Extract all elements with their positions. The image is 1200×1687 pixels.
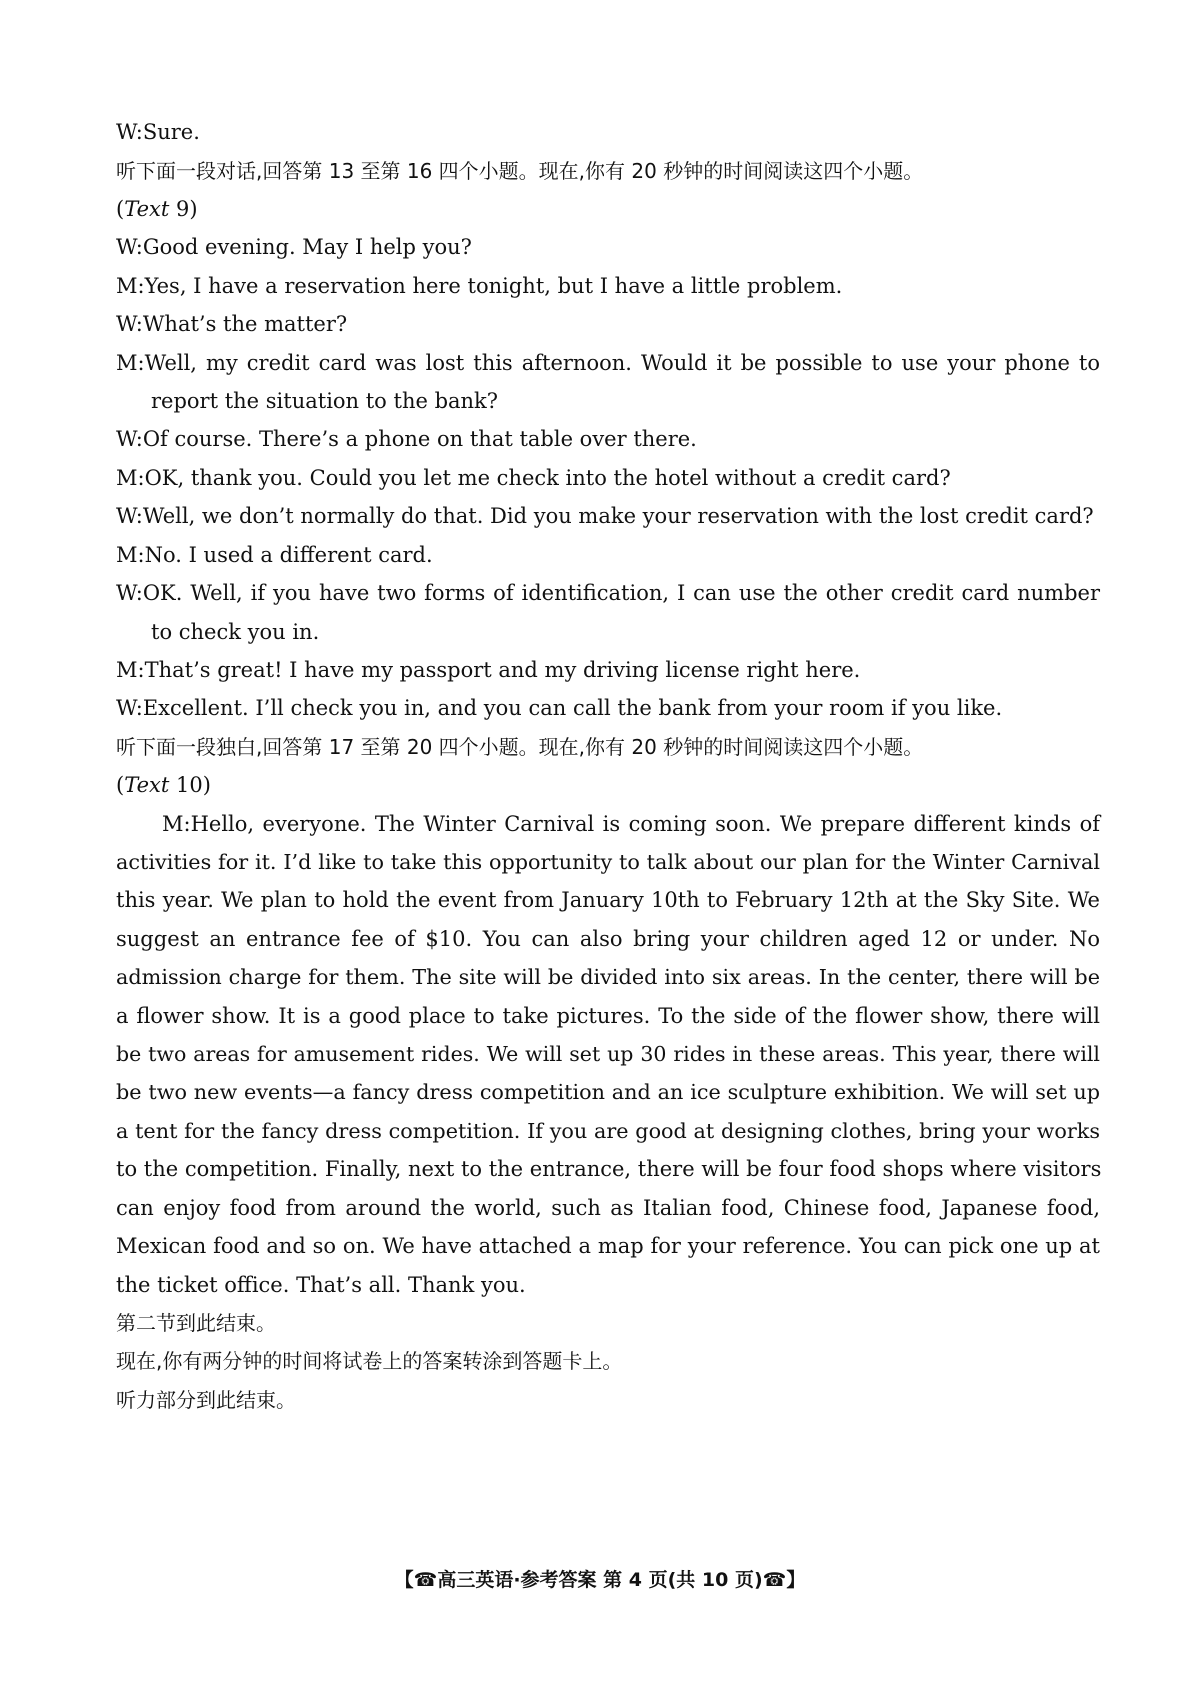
text-heading-open: ( [116,773,125,797]
dialogue-line: W:Sure. [116,120,200,144]
dialogue-line-continued: to check you in. [151,620,320,644]
text-heading-italic: Text [124,773,170,797]
section-end-line: 听力部分到此结束。 [116,1388,296,1412]
instruction-line: 听下面一段对话,回答第 13 至第 16 四个小题。现在,你有 20 秒钟的时间阅读这四个小题。 [116,159,924,183]
dialogue-line: M:Yes, I have a reservation here tonight, but I have a little problem. [116,274,843,298]
monologue-line: be two new events—a fancy dress competition and an ice sculpture exhibition. We will set up [116,1080,1100,1104]
dialogue-line: M:OK, thank you. Could you let me check into the hotel without a credit card? [116,466,951,490]
dialogue-line: W:OK. Well, if you have two forms of identification, I can use the other credit card number [116,581,1100,605]
monologue-line: to the competition. Finally, next to the entrance, there will be four food shops where visitors [116,1157,1102,1181]
monologue-line: Mexican food and so on. We have attached a map for your reference. You can pick one up at [116,1234,1100,1258]
monologue-line: this year. We plan to hold the event from January 10th to February 12th at the Sky Site. We [116,888,1100,912]
text-heading [116,194,1100,224]
monologue-line: a flower show. It is a good place to take pictures. To the side of the flower show, there will [116,1004,1100,1028]
instruction-line: 听下面一段独白,回答第 17 至第 20 四个小题。现在,你有 20 秒钟的时间阅读这四个小题。 [116,735,924,759]
dialogue-line: M:Well, my credit card was lost this afternoon. Would it be possible to use your phone to [116,351,1100,375]
monologue-line: can enjoy food from around the world, such as Italian food, Chinese food, Japanese food, [116,1196,1100,1220]
dialogue-line: M:That’s great! I have my passport and my driving license right here. [116,658,861,682]
dialogue-line: W:Well, we don’t normally do that. Did you make your reservation with the lost credit card? [116,504,1094,528]
dialogue-line: W:Of course. There’s a phone on that table over there. [116,427,697,451]
monologue-line: suggest an entrance fee of $10. You can also bring your children aged 12 or under. No [116,927,1100,951]
page-footer: 【☎高三英语·参考答案 第 4 页(共 10 页)☎】 [394,1569,806,1591]
monologue-line: a tent for the fancy dress competition. If you are good at designing clothes, bring your works [116,1119,1100,1143]
section-end-line: 第二节到此结束。 [116,1311,276,1335]
dialogue-line: W:Good evening. May I help you? [116,235,472,259]
text-heading-number: 10) [169,773,211,797]
text-heading-open: ( [116,197,125,221]
monologue-line: admission charge for them. The site will be divided into six areas. In the center, there will be [116,965,1100,989]
dialogue-line: M:No. I used a different card. [116,543,433,567]
dialogue-line: W:What’s the matter? [116,312,348,336]
monologue-line: be two areas for amusement rides. We will set up 30 rides in these areas. This year, there will [116,1042,1100,1066]
instruction-line: 现在,你有两分钟的时间将试卷上的答案转涂到答题卡上。 [116,1349,623,1373]
monologue-line: the ticket office. That’s all. Thank you. [116,1273,526,1297]
text-heading-italic: Text [124,197,170,221]
dialogue-line: W:Excellent. I’ll check you in, and you can call the bank from your room if you like. [116,696,1003,720]
text-heading-number: 9) [169,197,198,221]
monologue-line: M:Hello, everyone. The Winter Carnival is coming soon. We prepare different kinds of [162,812,1100,836]
text-heading [116,770,1100,800]
monologue-line: activities for it. I’d like to take this opportunity to talk about our plan for the Winter Carnival [116,850,1100,874]
dialogue-line-continued: report the situation to the bank? [151,389,499,413]
